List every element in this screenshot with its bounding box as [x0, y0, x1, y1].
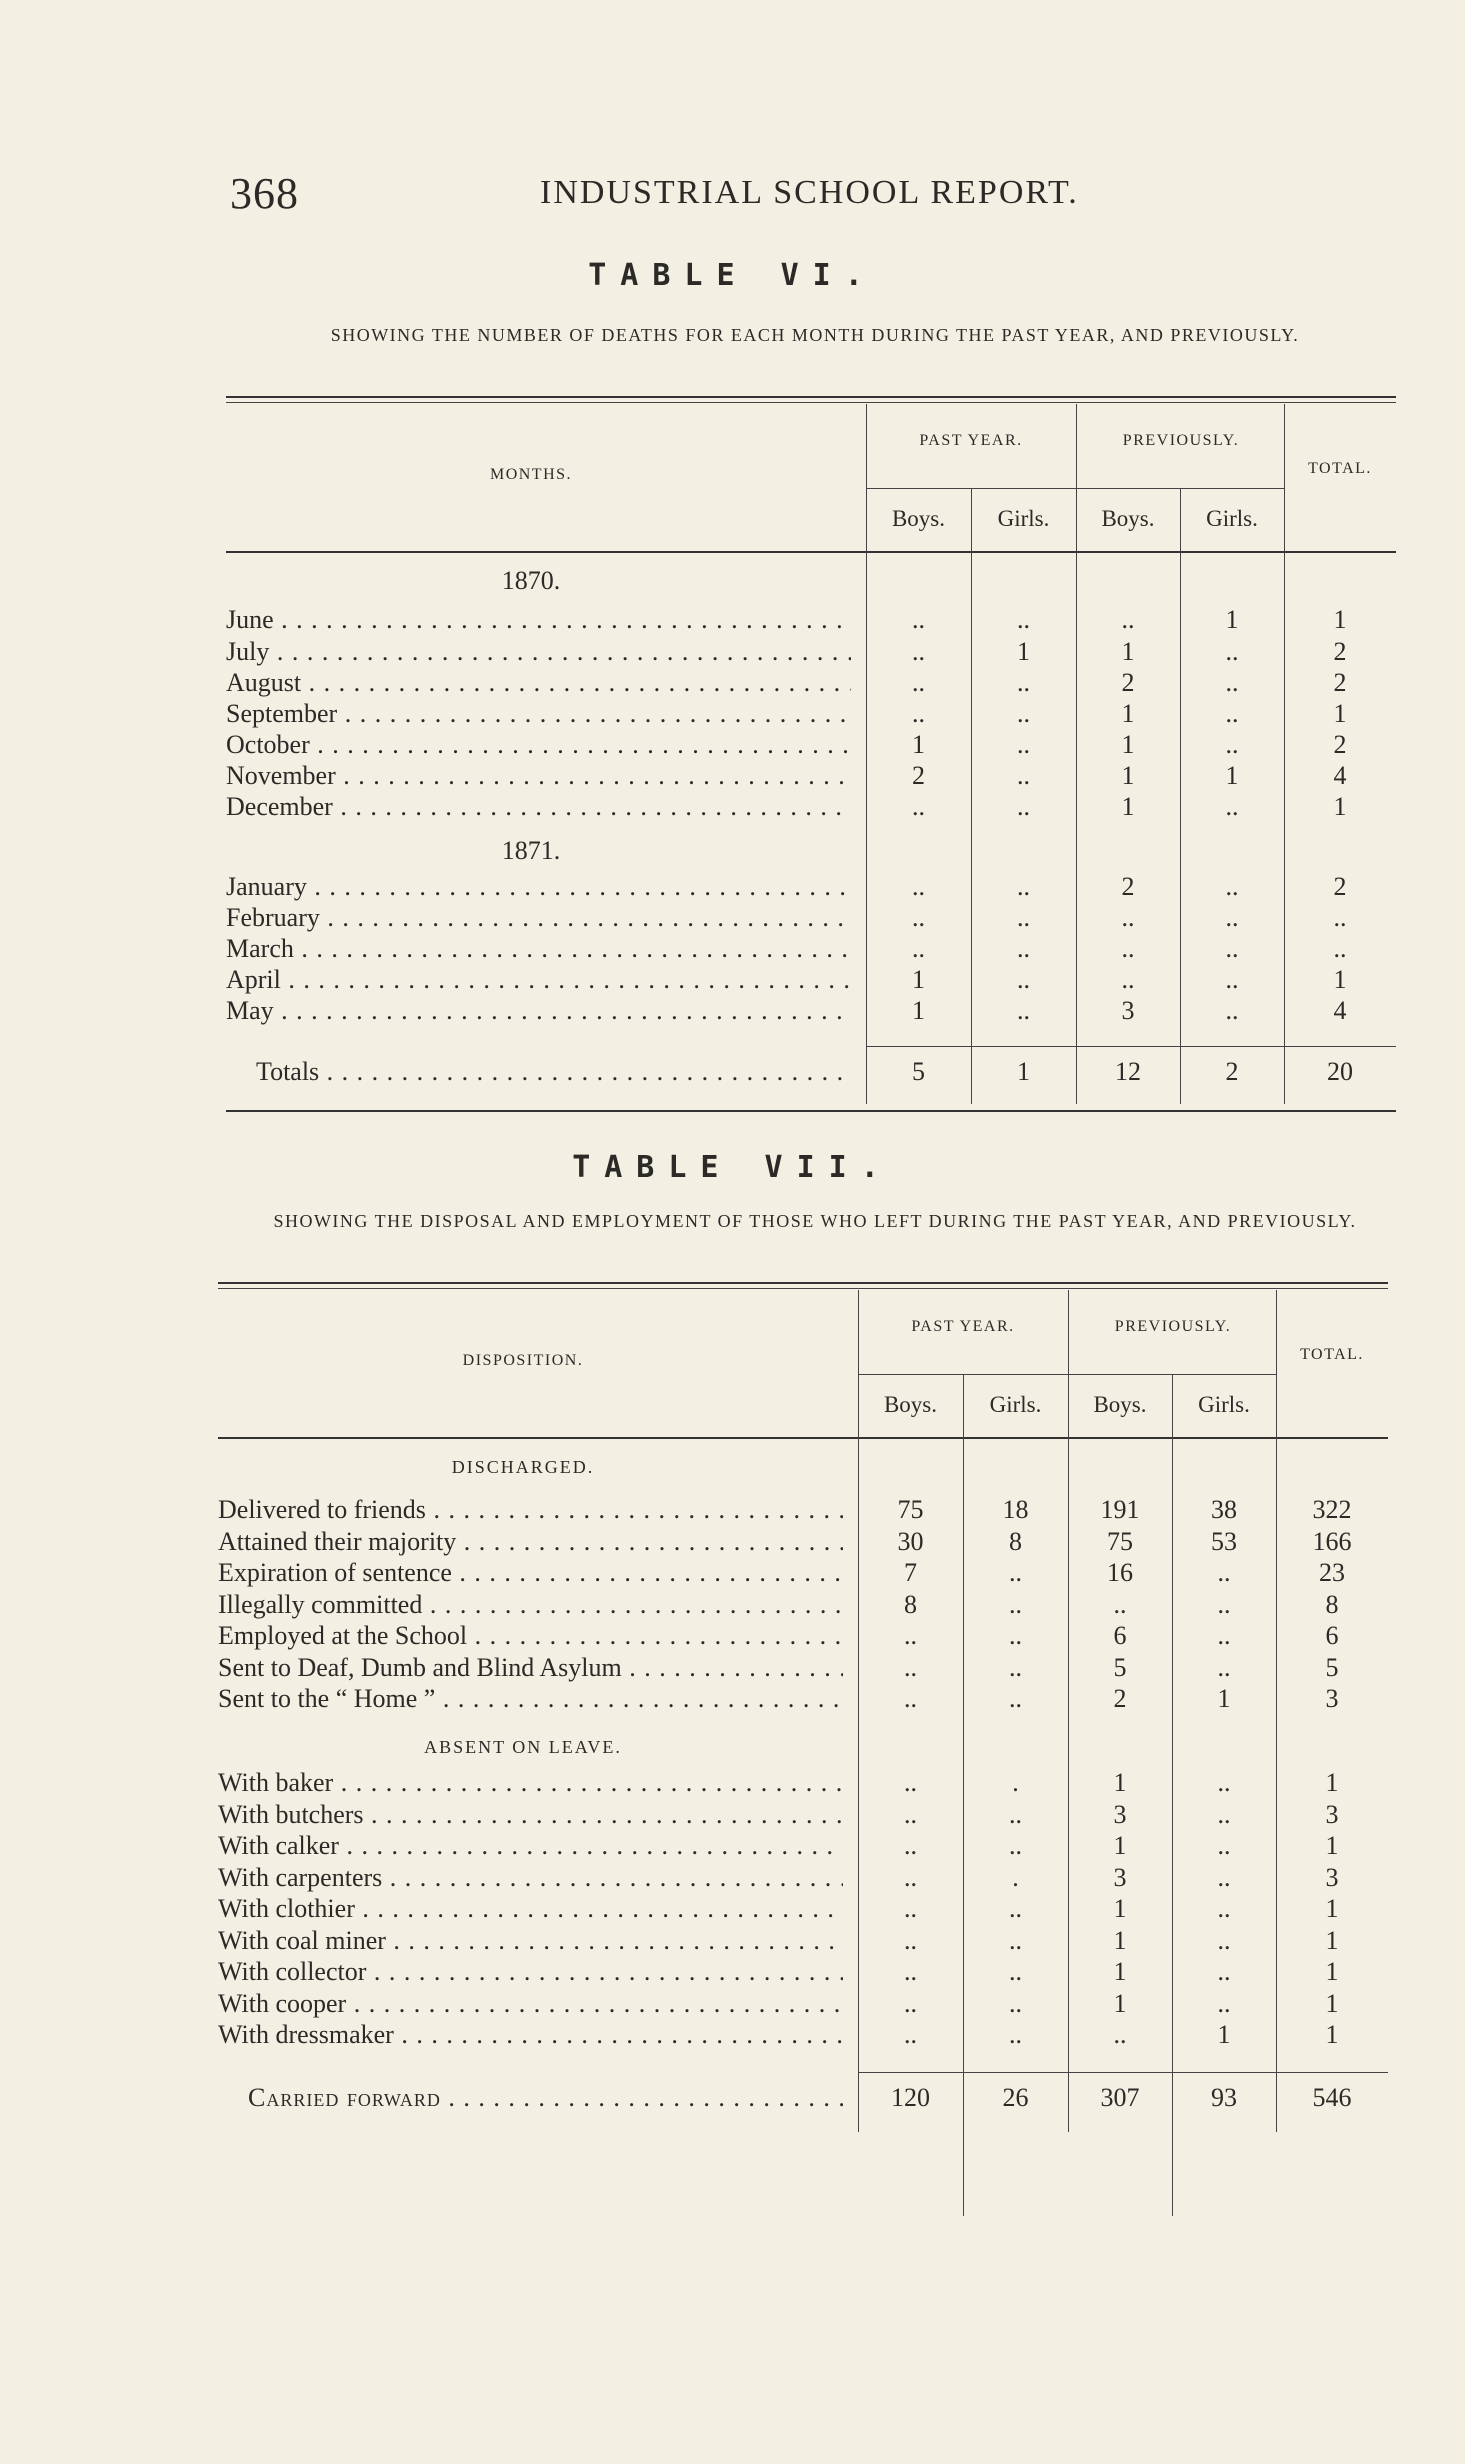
table6-row-py-boys: ..	[912, 637, 925, 666]
table7-absent-row-label: With carpenters . . .	[218, 1862, 843, 1893]
table7-absent-row-py-girls: ..	[1009, 1831, 1022, 1860]
table7-absent-row-py-boys: ..	[904, 1799, 917, 1829]
table7-discharged-row-label: Sent to the “ Home ” . . .	[218, 1683, 843, 1714]
table7-absent-row	[218, 1830, 1388, 1861]
table7-header-past-girls: Girls.	[989, 1392, 1042, 1417]
table6-row-total: 1	[1333, 605, 1347, 634]
table6-row-pr-girls: ..	[1225, 637, 1239, 666]
table7-absent-row-label: With dressmaker . . .	[218, 2019, 843, 2050]
table7-discharged-row-pr-girls: 53	[1211, 1526, 1237, 1556]
table7-discharged-row-total: 322	[1312, 1495, 1352, 1524]
table7-discharged-row	[218, 1526, 1388, 1557]
table6-row	[226, 760, 1396, 791]
table6-row-pr-girls: ..	[1225, 872, 1239, 901]
table6-header-total: TOTAL.	[1308, 460, 1372, 477]
table7-header-past-year: PAST YEAR.	[911, 1318, 1015, 1335]
table6-row	[226, 933, 1396, 964]
table7-absent-row-py-girls: ..	[1009, 1925, 1022, 1955]
table6-row-py-boys: ..	[912, 792, 925, 821]
table7-absent-row-pr-girls: ..	[1217, 1862, 1231, 1892]
table7-discharged-row-pr-boys: ..	[1113, 1589, 1127, 1619]
table7-absent-row	[218, 1862, 1388, 1893]
table7-absent-row-pr-boys: 1	[1113, 1768, 1127, 1797]
table6-row	[226, 729, 1396, 760]
table6-row-py-boys: 1	[912, 730, 925, 759]
table7-discharged-row-pr-boys: 6	[1113, 1621, 1127, 1650]
table6-row-pr-boys: 1	[1121, 761, 1135, 790]
table6-row-py-girls: ..	[1017, 699, 1030, 728]
running-title: INDUSTRIAL SCHOOL REPORT.	[540, 174, 1079, 211]
table7-absent-row-py-boys: ..	[904, 1831, 917, 1860]
table7-absent-row-pr-girls: ..	[1217, 1988, 1231, 2018]
table7-discharged-row-py-girls: ..	[1009, 1558, 1022, 1587]
table6-row-py-boys: ..	[912, 903, 925, 932]
table6-row-pr-boys: ..	[1121, 965, 1135, 994]
table6-row-py-boys: ..	[912, 699, 925, 728]
table6-row-pr-boys: 2	[1121, 668, 1135, 697]
table6-row-total: 2	[1333, 637, 1347, 666]
table7-discharged-row-label: Sent to Deaf, Dumb and Blind Asylum . . .	[218, 1652, 843, 1683]
table7-discharged-row-pr-boys: 191	[1100, 1495, 1140, 1524]
table6-row-py-boys: 1	[912, 996, 925, 1025]
page-header	[230, 168, 1230, 218]
table6-row-pr-boys: 1	[1121, 637, 1135, 666]
table7-discharged-row-pr-boys: 2	[1113, 1684, 1127, 1713]
table6-totals-row-total: 20	[1327, 1057, 1353, 1086]
table7-absent-row-label: With butchers . . .	[218, 1799, 843, 1830]
table7-absent-row-total: 1	[1325, 1894, 1339, 1923]
table6-row	[226, 698, 1396, 729]
table6-header-past-girls: Girls.	[997, 506, 1050, 531]
table7-absent-row-py-boys: ..	[904, 1988, 917, 2018]
table7-absent-row-pr-girls: ..	[1217, 1799, 1231, 1829]
table6-row-pr-boys: ..	[1121, 934, 1135, 963]
table6-row-pr-boys: ..	[1121, 605, 1135, 634]
table7-absent-row-label: With collector . . .	[218, 1956, 843, 1987]
table7-absent-row-pr-boys: 1	[1113, 1894, 1127, 1923]
table7-discharged-row-pr-girls: ..	[1217, 1558, 1231, 1587]
table6-row-label: December . . .	[226, 791, 851, 822]
table7-discharged-row-py-girls: ..	[1009, 1589, 1022, 1619]
table7-absent-row-py-boys: ..	[904, 2020, 917, 2049]
table7-absent-row	[218, 1799, 1388, 1830]
table6-row-total: 1	[1333, 965, 1347, 994]
table6-row-total: ..	[1333, 903, 1347, 932]
table6-row	[226, 604, 1396, 635]
table7-absent-row-py-girls: .	[1012, 1862, 1019, 1892]
table7-section-discharged: DISCHARGED.	[451, 1457, 595, 1477]
table7-absent-row-label: With cooper . . .	[218, 1988, 843, 2019]
table7-discharged-row-py-boys: 30	[897, 1526, 924, 1556]
table7-discharged-row	[218, 1557, 1388, 1588]
table6-row-label: May . . .	[226, 995, 851, 1026]
table7-discharged-row-pr-boys: 16	[1107, 1558, 1133, 1587]
table7-absent-row-label: With baker . . .	[218, 1767, 843, 1798]
table7-absent-row-total: 3	[1325, 1799, 1339, 1829]
table7-absent-row	[218, 1988, 1388, 2019]
table7-carried-forward-row-total: 546	[1312, 2083, 1352, 2112]
table6-row-label: June . . .	[226, 604, 851, 635]
table6-year-1870: 1870.	[501, 566, 561, 595]
table6-row-py-boys: ..	[912, 668, 925, 697]
table6-row-total: 2	[1333, 668, 1347, 697]
table6-row-py-girls: ..	[1017, 792, 1030, 821]
table7-header-prev-girls: Girls.	[1198, 1392, 1250, 1417]
table7-absent-row-total: 3	[1325, 1862, 1339, 1892]
table6-row-py-girls: ..	[1017, 761, 1030, 790]
table7-absent-row-py-girls: ..	[1009, 1988, 1022, 2018]
table6-row	[226, 871, 1396, 902]
table7-discharged-row-py-girls: 8	[1009, 1526, 1022, 1556]
table7-absent-row-total: 1	[1325, 1957, 1339, 1986]
table6-header-past-year: PAST YEAR.	[919, 432, 1023, 449]
table7-absent-row-pr-boys: 3	[1113, 1799, 1127, 1829]
table6-row-pr-girls: ..	[1225, 730, 1239, 759]
table6-row-pr-girls: ..	[1225, 668, 1239, 697]
table6-row-py-boys: 1	[912, 965, 925, 994]
table7-absent-row-pr-boys: 1	[1113, 1957, 1127, 1986]
table7-discharged-row-label: Employed at the School . . .	[218, 1620, 843, 1651]
table7-discharged-row-total: 3	[1325, 1684, 1339, 1713]
table6-row-total: 1	[1333, 699, 1347, 728]
table7-header-prev-boys: Boys.	[1093, 1392, 1147, 1417]
table7-discharged-row	[218, 1589, 1388, 1620]
table7-absent-row	[218, 1893, 1388, 1924]
table7-absent-row-pr-boys: ..	[1113, 2020, 1127, 2049]
table7-discharged-row-py-boys: ..	[904, 1652, 917, 1682]
table7-absent-row-label: With coal miner . . .	[218, 1925, 843, 1956]
table7-absent-row-pr-girls: ..	[1217, 1925, 1231, 1955]
table6-header-past-boys: Boys.	[891, 506, 946, 531]
table6-header-previously: PREVIOUSLY.	[1122, 432, 1240, 449]
table7-absent-row-pr-boys: 1	[1113, 1831, 1127, 1860]
table6-totals-row	[226, 1056, 1396, 1087]
table7-absent-row-py-girls: .	[1012, 1768, 1019, 1797]
table7-carried-forward-row	[218, 2082, 1388, 2113]
table7-discharged-row-total: 6	[1325, 1621, 1339, 1650]
table6-row-pr-girls: ..	[1225, 903, 1239, 932]
table6-row-pr-girls: ..	[1225, 934, 1239, 963]
table7-discharged-row-pr-girls: 1	[1217, 1684, 1231, 1713]
table7-absent-row-total: 1	[1325, 1988, 1339, 2018]
table7-absent-row	[218, 1956, 1388, 1987]
table7-discharged-row-pr-girls: ..	[1217, 1652, 1231, 1682]
table7-discharged-row	[218, 1683, 1388, 1714]
table7-discharged-row-pr-girls: 38	[1211, 1495, 1237, 1524]
table6-row-label: April . . .	[226, 964, 851, 995]
table6-row-py-girls: ..	[1017, 934, 1030, 963]
table6-row-pr-boys: 2	[1121, 872, 1135, 901]
table6-row-pr-girls: 1	[1225, 761, 1239, 790]
table6-row-py-boys: ..	[912, 605, 925, 634]
table6-row	[226, 902, 1396, 933]
table7-absent-row-pr-girls: ..	[1217, 1831, 1231, 1860]
table6-row-py-girls: ..	[1017, 872, 1030, 901]
table7-section-absent: ABSENT ON LEAVE.	[424, 1737, 622, 1757]
table6-totals-row-label: Totals . . .	[226, 1056, 851, 1087]
table6	[226, 396, 1396, 1116]
table6-row-py-boys: ..	[912, 934, 925, 963]
table6-row-label: October . . .	[226, 729, 851, 760]
table7-discharged-row-total: 5	[1325, 1652, 1339, 1682]
table7-absent-row-pr-boys: 3	[1113, 1862, 1127, 1892]
table6-header-prev-boys: Boys.	[1101, 506, 1155, 531]
table7-absent-row-label: With clothier . . .	[218, 1893, 843, 1924]
table6-year-1871: 1871.	[501, 836, 561, 865]
table7-carried-forward-row-label: Carried forward . . .	[218, 2082, 843, 2113]
table7-absent-row	[218, 1767, 1388, 1798]
table7-title: TABLE VII.	[572, 1150, 893, 1185]
table7-discharged-row-py-girls: ..	[1009, 1652, 1022, 1682]
table6-totals-row-pr-boys: 12	[1115, 1057, 1141, 1086]
table6-row-total: 1	[1333, 792, 1347, 821]
table7-absent-row-py-girls: ..	[1009, 2020, 1022, 2049]
table7-absent-row-py-boys: ..	[904, 1925, 917, 1955]
page-number: 368	[230, 169, 299, 218]
table6-header-prev-girls: Girls.	[1206, 506, 1258, 531]
table7-absent-row-py-girls: ..	[1009, 1799, 1022, 1829]
table7-discharged-row-label: Attained their majority . . .	[218, 1526, 843, 1557]
table7-absent-row-total: 1	[1325, 1831, 1339, 1860]
table6-row-pr-girls: ..	[1225, 699, 1239, 728]
table7-absent-row	[218, 2019, 1388, 2050]
table7-absent-row-py-boys: ..	[904, 1894, 917, 1923]
table7-absent-row-py-girls: ..	[1009, 1957, 1022, 1986]
table7-discharged-row-total: 8	[1325, 1589, 1339, 1619]
table6-totals-row-py-girls: 1	[1017, 1057, 1030, 1086]
table7-carried-forward-row-py-girls: 26	[1002, 2083, 1029, 2112]
table6-row-py-girls: ..	[1017, 668, 1030, 697]
table6-row-py-boys: 2	[912, 761, 925, 790]
table6-row-total: 4	[1333, 761, 1347, 790]
table6-totals-row-pr-girls: 2	[1225, 1057, 1239, 1086]
table7-discharged-row-py-boys: 75	[897, 1495, 924, 1524]
table6-row-py-boys: ..	[912, 872, 925, 901]
table7-discharged-row-py-boys: 7	[904, 1558, 917, 1587]
table7-discharged-row	[218, 1620, 1388, 1651]
table7-absent-row-py-boys: ..	[904, 1862, 917, 1892]
table6-row-label: February . . .	[226, 902, 851, 933]
table7-discharged-row-py-girls: ..	[1009, 1684, 1022, 1713]
table6-subtitle: SHOWING THE NUMBER OF DEATHS FOR EACH MONTH DURING THE PAST YEAR, AND PREVIOUSLY.	[330, 325, 1300, 345]
table6-row-label: March . . .	[226, 933, 851, 964]
table7-discharged-row-py-boys: ..	[904, 1621, 917, 1650]
table7-discharged-row-pr-girls: ..	[1217, 1589, 1231, 1619]
table6-row	[226, 964, 1396, 995]
table7-discharged-row-py-boys: 8	[904, 1589, 917, 1619]
table7-absent-row	[218, 1925, 1388, 1956]
table7-discharged-row-label: Expiration of sentence . . .	[218, 1557, 843, 1588]
table7-absent-row-total: 1	[1325, 1768, 1339, 1797]
table6-row	[226, 636, 1396, 667]
table7-absent-row-pr-boys: 1	[1113, 1925, 1127, 1955]
table6-row-label: August . . .	[226, 667, 851, 698]
table7-absent-row-py-boys: ..	[904, 1768, 917, 1797]
table7-discharged-row-label: Illegally committed . . .	[218, 1589, 843, 1620]
table6-row-pr-boys: 1	[1121, 730, 1135, 759]
table7-absent-row-pr-boys: 1	[1113, 1988, 1127, 2018]
table6-row-pr-boys: 3	[1121, 996, 1135, 1025]
table7-discharged-row-pr-boys: 5	[1113, 1652, 1127, 1682]
table6-row-total: 2	[1333, 730, 1347, 759]
table7-absent-row-py-girls: ..	[1009, 1894, 1022, 1923]
table7-discharged-row-pr-girls: ..	[1217, 1621, 1231, 1650]
table6-row	[226, 667, 1396, 698]
table6-row-pr-girls: ..	[1225, 792, 1239, 821]
table7-absent-row-label: With calker . . .	[218, 1830, 843, 1861]
table7-discharged-row-py-girls: ..	[1009, 1621, 1022, 1650]
table6-title: TABLE VI.	[588, 258, 877, 293]
table6-row-total: 2	[1333, 872, 1347, 901]
table6-row-py-girls: ..	[1017, 996, 1030, 1025]
table7-carried-forward-row-pr-girls: 93	[1211, 2083, 1237, 2112]
table6-row-pr-girls: ..	[1225, 996, 1239, 1025]
table7-subtitle: SHOWING THE DISPOSAL AND EMPLOYMENT OF THOSE WHO LEFT DURING THE PAST YEAR, AND PREVIOUSLY.	[273, 1211, 1357, 1231]
table7-discharged-row	[218, 1494, 1388, 1525]
table7-carried-forward-row-py-boys: 120	[891, 2083, 930, 2112]
table7-discharged-row-py-girls: 18	[1002, 1495, 1029, 1524]
table7-discharged-row	[218, 1652, 1388, 1683]
table7-absent-row-pr-girls: ..	[1217, 1957, 1231, 1986]
table7-absent-row-py-boys: ..	[904, 1957, 917, 1986]
table7-absent-row-pr-girls: ..	[1217, 1768, 1231, 1797]
table6-row	[226, 791, 1396, 822]
table6-row	[226, 995, 1396, 1026]
table6-row-label: November . . .	[226, 760, 851, 791]
table6-row-pr-girls: 1	[1225, 605, 1239, 634]
table6-row-label: July . . .	[226, 636, 851, 667]
table7-absent-row-pr-girls: ..	[1217, 1894, 1231, 1923]
table7-discharged-row-py-boys: ..	[904, 1684, 917, 1713]
table6-row-pr-boys: 1	[1121, 699, 1135, 728]
table6-row-pr-boys: ..	[1121, 903, 1135, 932]
table6-row-py-girls: ..	[1017, 605, 1030, 634]
table6-row-total: ..	[1333, 934, 1347, 963]
table7-header-disposition: DISPOSITION.	[462, 1352, 584, 1369]
table6-row-py-girls: ..	[1017, 730, 1030, 759]
table7-absent-row-pr-girls: 1	[1217, 2020, 1231, 2049]
table7-carried-forward-row-pr-boys: 307	[1100, 2083, 1140, 2112]
table7-discharged-row-pr-boys: 75	[1107, 1526, 1133, 1556]
table6-row-py-girls: 1	[1017, 637, 1030, 666]
table6-row-total: 4	[1333, 996, 1347, 1025]
table6-row-pr-boys: 1	[1121, 792, 1135, 821]
table7-discharged-row-total: 23	[1319, 1558, 1345, 1587]
table7-absent-row-total: 1	[1325, 1925, 1339, 1955]
table7-discharged-row-total: 166	[1312, 1526, 1352, 1556]
table6-row-py-girls: ..	[1017, 965, 1030, 994]
table6-header-months: MONTHS.	[489, 466, 573, 483]
table6-row-pr-girls: ..	[1225, 965, 1239, 994]
table7-header-past-boys: Boys.	[883, 1392, 938, 1417]
table6-row-label: September . . .	[226, 698, 851, 729]
table6-totals-row-py-boys: 5	[912, 1057, 925, 1086]
table7-header-previously: PREVIOUSLY.	[1114, 1318, 1232, 1335]
table7-absent-row-total: 1	[1325, 2020, 1339, 2049]
table6-row-label: January . . .	[226, 871, 851, 902]
table7-header-total: TOTAL.	[1300, 1346, 1364, 1363]
table7-discharged-row-label: Delivered to friends . . .	[218, 1494, 843, 1525]
table7	[218, 1282, 1388, 2142]
table6-row-py-girls: ..	[1017, 903, 1030, 932]
